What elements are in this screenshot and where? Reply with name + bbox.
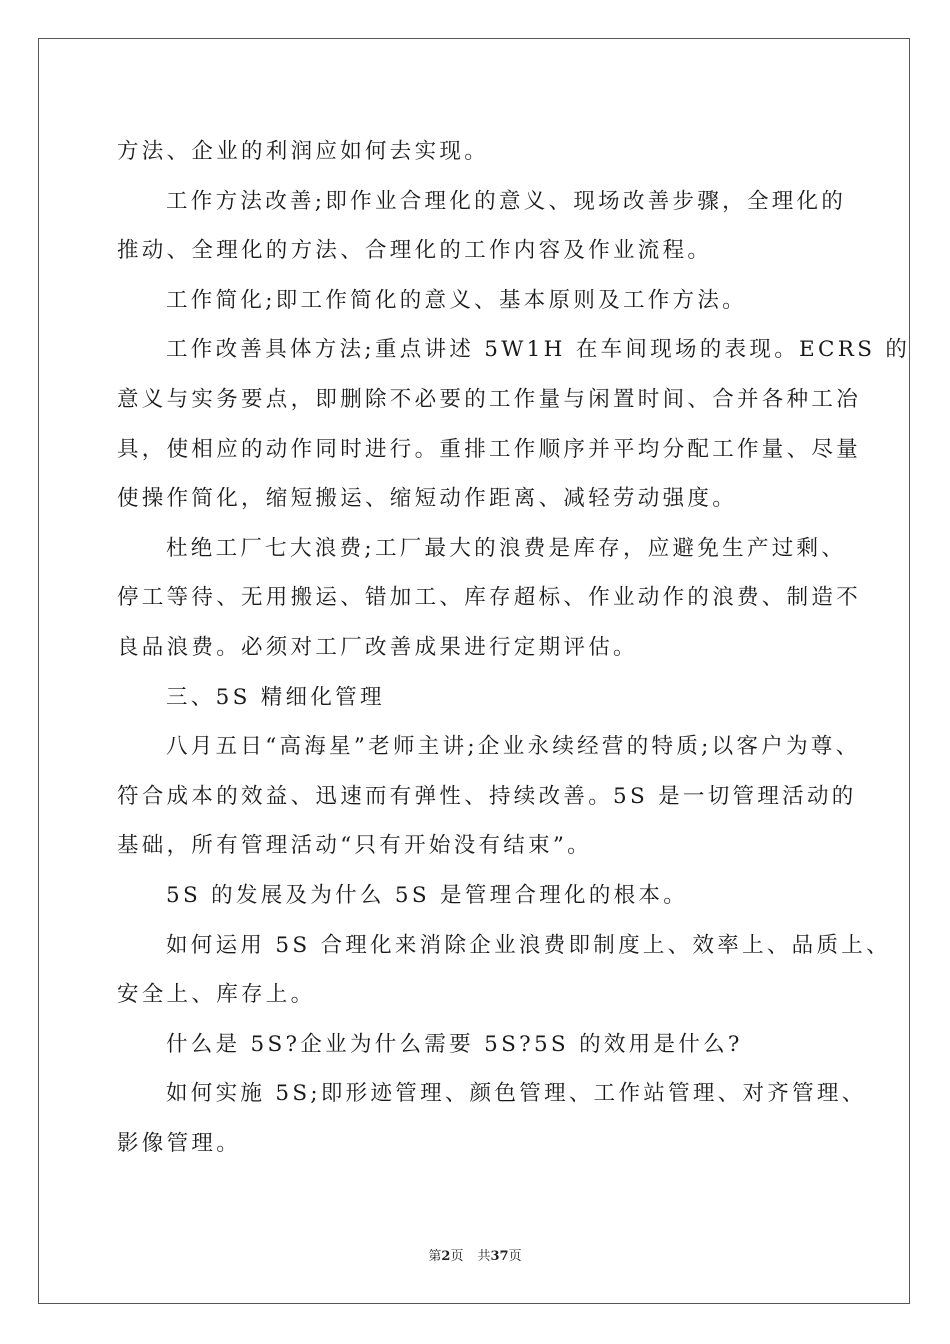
text-line: 基础，所有管理活动“只有开始没有结束”。 [117, 833, 592, 859]
page-footer [0, 1245, 950, 1264]
paragraph-line: 如何运用 5S 合理化来消除企业浪费即制度上、效率上、品质上、 [166, 932, 891, 958]
footer-page-suffix: 页 [450, 1249, 464, 1264]
text-line: 安全上、库存上。 [117, 982, 316, 1008]
paragraph-line: 八月五日“高海星”老师主讲;企业永续经营的特质;以客户为尊、 [166, 734, 861, 760]
page-number: 2 [441, 1249, 451, 1264]
text-line: 推动、全理化的方法、合理化的工作内容及作业流程。 [117, 238, 713, 264]
text-line: 影像管理。 [117, 1130, 242, 1156]
text-line: 意义与实务要点，即删除不必要的工作量与闲置时间、合并各种工冶 [117, 386, 862, 412]
footer-prefix: 第 [428, 1249, 442, 1264]
paragraph-line: 杜绝工厂七大浪费;工厂最大的浪费是库存，应避免生产过剩、 [166, 535, 847, 561]
document-body [117, 127, 911, 1168]
text-line: 符合成本的效益、迅速而有弹性、持续改善。5S 是一切管理活动的 [117, 783, 857, 809]
footer-total-prefix: 共 [477, 1249, 491, 1264]
paragraph-line: 工作方法改善;即作业合理化的意义、现场改善步骤，全理化的 [166, 188, 847, 214]
section-heading: 三、5S 精细化管理 [166, 684, 385, 710]
text-line: 使操作简化，缩短搬运、缩短动作距离、减轻劳动强度。 [117, 486, 738, 512]
footer-total-suffix: 页 [508, 1249, 522, 1264]
text-line: 具，使相应的动作同时进行。重排工作顺序并平均分配工作量、尽量 [117, 436, 862, 462]
text-line: 停工等待、无用搬运、错加工、库存超标、作业动作的浪费、制造不 [117, 585, 862, 611]
text-line: 方法、企业的利润应如何去实现。 [117, 139, 490, 164]
paragraph-line: 如何实施 5S;即形迹管理、颜色管理、工作站管理、对齐管理、 [166, 1081, 867, 1107]
total-pages: 37 [490, 1249, 509, 1264]
paragraph-line: 工作改善具体方法;重点讲述 5W1H 在车间现场的表现。ECRS 的 [166, 337, 911, 363]
text-line: 良品浪费。必须对工厂改善成果进行定期评估。 [117, 634, 638, 660]
paragraph-line: 5S 的发展及为什么 5S 是管理合理化的根本。 [166, 882, 689, 908]
paragraph-line: 什么是 5S?企业为什么需要 5S?5S 的效用是什么? [166, 1031, 743, 1057]
paragraph-line: 工作简化;即工作简化的意义、基本原则及工作方法。 [166, 287, 747, 313]
